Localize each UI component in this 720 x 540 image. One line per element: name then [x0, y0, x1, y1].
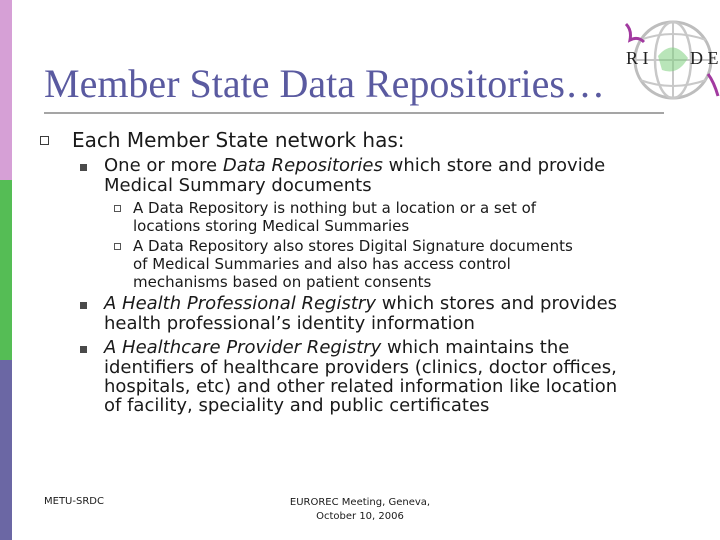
text-run: which stores and provides — [375, 293, 618, 314]
hollow-square-bullet-icon — [114, 205, 121, 212]
sub-bullet-text-line: health professional’s identity information — [104, 313, 475, 334]
sub-bullet-text — [104, 156, 605, 176]
footer-line: EUROREC Meeting, Geneva, — [289, 497, 431, 508]
sub-sub-bullet-text-line: of Medical Summaries and also has access control — [133, 255, 511, 273]
text-run-italic: A Healthcare Provider Registry — [104, 337, 382, 358]
sub-sub-bullet-text-line: mechanisms based on patient consents — [133, 273, 432, 291]
logo-left-letters: R I — [626, 48, 649, 68]
page-title: Member State Data Repositories… — [44, 61, 605, 106]
bullet-text: Each Member State network has: — [72, 128, 405, 152]
footer-left-text: METU-SRDC — [44, 496, 104, 507]
sub-bullet-text — [104, 338, 569, 358]
text-run-italic: Data Repositories — [222, 155, 383, 176]
text-run: which maintains the — [381, 337, 570, 358]
solid-square-bullet-icon — [80, 164, 87, 171]
footer-line: October 10, 2006 — [316, 511, 404, 522]
sub-bullet-text-line: identifiers of healthcare providers (clinics, doctor offices, — [104, 357, 617, 378]
sub-sub-bullet-text: A Data Repository also stores Digital Signature documents — [133, 237, 573, 255]
hollow-square-bullet-icon — [114, 243, 121, 250]
logo-right-letters: D E — [690, 48, 719, 68]
footer-center-text — [270, 496, 450, 524]
solid-square-bullet-icon — [80, 346, 87, 353]
hollow-square-bullet-icon — [40, 136, 49, 145]
text-run: which store and provide — [382, 155, 606, 176]
sub-bullet-text — [104, 294, 617, 314]
sub-bullet-text-line: Medical Summary documents — [104, 175, 372, 196]
sub-bullet-text-line: of facility, speciality and public certificates — [104, 395, 490, 416]
sub-sub-bullet-text: A Data Repository is nothing but a location or a set of — [133, 199, 537, 217]
text-run-italic: A Health Professional Registry — [104, 293, 376, 314]
text-run: One or more — [104, 155, 223, 176]
solid-square-bullet-icon — [80, 302, 87, 309]
sub-bullet-text-line: hospitals, etc) and other related information like location — [104, 376, 618, 397]
sub-sub-bullet-text-line: locations storing Medical Summaries — [133, 217, 410, 235]
